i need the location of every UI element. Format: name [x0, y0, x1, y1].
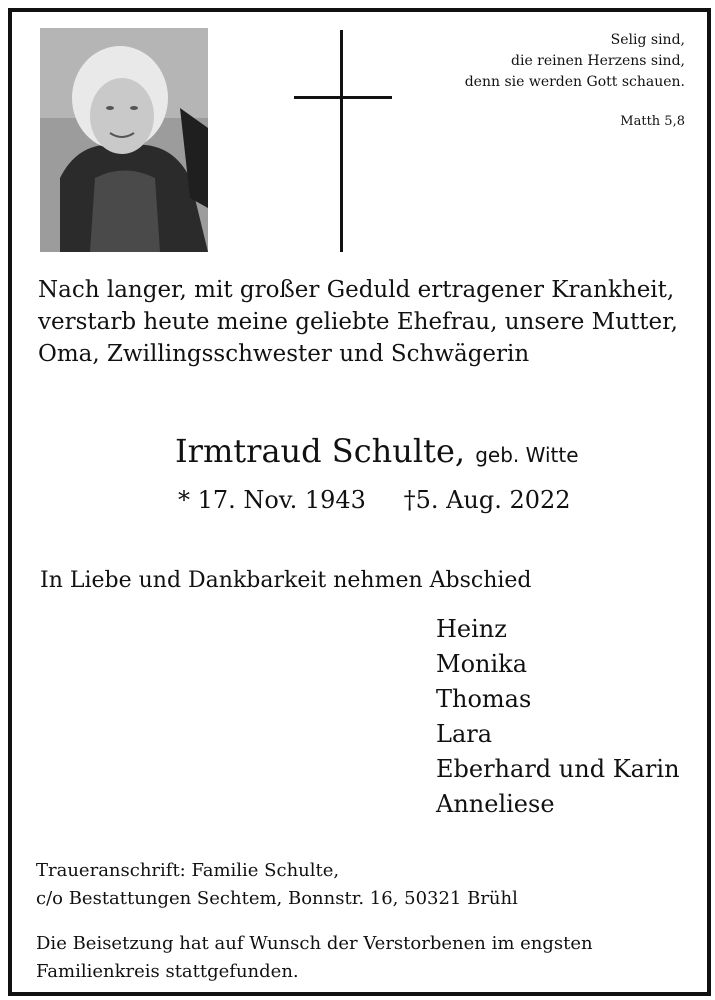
- farewell-text: In Liebe und Dankbarkeit nehmen Abschied: [40, 568, 532, 593]
- deceased-name: Irmtraud Schulte,: [175, 432, 466, 470]
- address-line: c/o Bestattungen Sechtem, Bonnstr. 16, 50321 Brühl: [36, 888, 518, 909]
- verse-reference: Matth 5,8: [620, 114, 685, 129]
- mourner-name: Anneliese: [436, 790, 555, 818]
- mourner-name: Lara: [436, 720, 493, 748]
- verse-line: denn sie werden Gott schauen.: [464, 74, 685, 90]
- mourner-name: Eberhard und Karin: [436, 755, 680, 783]
- life-dates: [178, 486, 571, 514]
- birth-date: * 17. Nov. 1943: [178, 486, 366, 514]
- address-line: Traueranschrift: Familie Schulte,: [36, 860, 340, 881]
- birth-name: geb. Witte: [475, 443, 579, 467]
- death-date: †5. Aug. 2022: [403, 486, 571, 514]
- mourner-name: Heinz: [436, 615, 507, 643]
- obituary-frame: [8, 8, 711, 996]
- deceased-name-line: [175, 432, 579, 470]
- mourners-list: [436, 612, 680, 822]
- burial-notice: Die Beisetzung hat auf Wunsch der Verstorbenen im engsten Familienkreis stattgefunden.: [36, 933, 593, 982]
- portrait-photo: [40, 28, 208, 252]
- intro-text: Nach langer, mit großer Geduld ertragener Krankheit, verstarb heute meine geliebte Ehefrau, unsere Mutter, Oma, Zwillingsschwester und Schwägerin: [38, 277, 678, 367]
- bible-verse: [465, 30, 685, 132]
- mourner-name: Thomas: [436, 685, 532, 713]
- mourning-address: [36, 857, 518, 913]
- cross-icon: [294, 30, 392, 252]
- mourner-name: Monika: [436, 650, 528, 678]
- verse-line: Selig sind,: [610, 32, 685, 48]
- verse-line: die reinen Herzens sind,: [511, 53, 685, 69]
